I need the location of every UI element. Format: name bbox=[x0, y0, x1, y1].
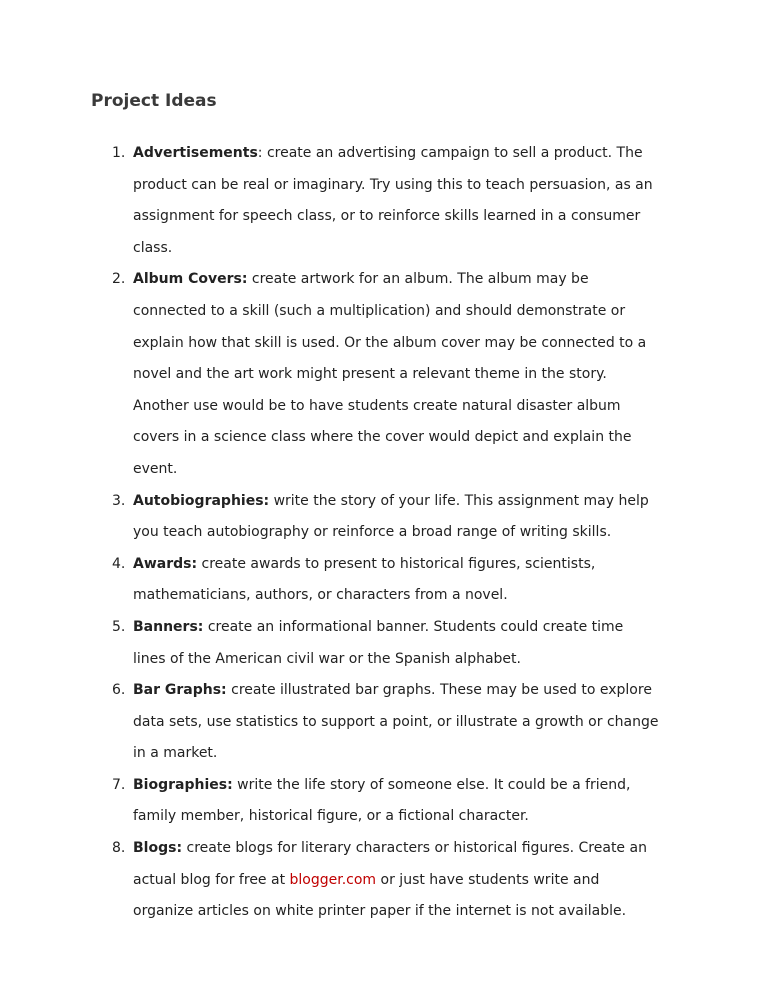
list-item bbox=[89, 138, 659, 264]
project-ideas-list bbox=[89, 138, 659, 928]
item-number: 3. bbox=[112, 492, 126, 509]
item-number: 6. bbox=[112, 682, 126, 699]
item-term: Bar Graphs: bbox=[133, 682, 227, 699]
item-term: Autobiographies: bbox=[133, 492, 270, 509]
item-term: Advertisements bbox=[133, 145, 258, 161]
item-text: write the story of your life. This assignment may help you teach autobiography or reinforce a broad range of writing skills. bbox=[133, 492, 649, 541]
list-item bbox=[89, 549, 659, 612]
item-number: 5. bbox=[112, 618, 126, 635]
item-text: create awards to present to historical figures, scientists, mathematicians, authors, or characters from a novel. bbox=[133, 555, 596, 604]
list-item bbox=[89, 486, 659, 549]
item-text: create artwork for an album. The album may be connected to a skill (such a multiplication) and should demonstrate or explain how that skill is used. Or the album cover may be connected to a novel and the art work might present a relevant theme in the story. Another use would be to have students create natural disaster album covers in a science class where the cover would depict and explain the event. bbox=[133, 271, 647, 477]
list-item bbox=[89, 612, 659, 675]
item-text: create an informational banner. Students could create time lines of the American civil war or the Spanish alphabet. bbox=[133, 618, 624, 667]
item-term: Biographies: bbox=[133, 776, 233, 793]
list-item bbox=[89, 770, 659, 833]
item-term: Album Covers: bbox=[133, 271, 248, 288]
item-text: create blogs for literary characters or historical figures. Create an actual blog for free at bbox=[133, 840, 647, 888]
page-title: Project Ideas bbox=[91, 91, 217, 111]
item-term: Banners: bbox=[133, 618, 204, 635]
item-text: create illustrated bar graphs. These may be used to explore data sets, use statistics to support a point, or illustrate a growth or change in a market. bbox=[133, 682, 659, 762]
list-item bbox=[89, 675, 659, 770]
list-item bbox=[89, 264, 659, 485]
blogger-link[interactable]: blogger.com bbox=[289, 871, 377, 888]
item-number: 4. bbox=[112, 555, 126, 572]
item-number: 7. bbox=[112, 776, 126, 793]
item-text: or just have students write and organize articles on white printer paper if the internet is not available. bbox=[133, 871, 627, 920]
item-number: 1. bbox=[112, 145, 126, 161]
list-item bbox=[89, 833, 659, 928]
item-number: 2. bbox=[112, 271, 126, 288]
item-term: Blogs: bbox=[133, 840, 183, 857]
item-text: write the life story of someone else. It could be a friend, family member, historical figure, or a fictional character. bbox=[133, 776, 631, 825]
item-number: 8. bbox=[112, 840, 126, 857]
item-term: Awards: bbox=[133, 555, 198, 572]
item-text: : create an advertising campaign to sell a product. The product can be real or imaginary. Try using this to teach persuasion, as an assignment for speech class, or to reinforce skills learned in a consumer class. bbox=[133, 145, 653, 256]
